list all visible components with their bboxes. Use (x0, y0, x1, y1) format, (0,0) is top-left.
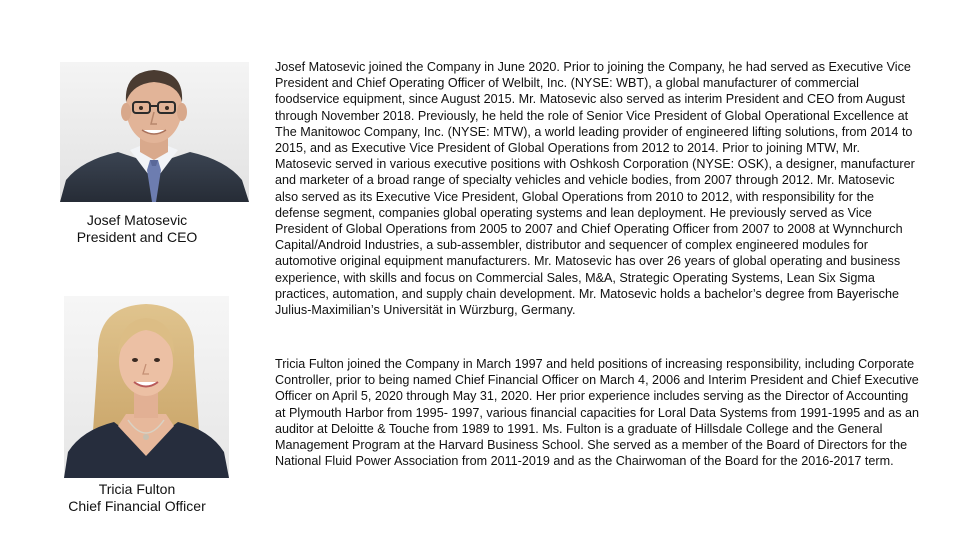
portrait-image (60, 62, 249, 202)
executive-name: Tricia Fulton (98, 481, 176, 497)
headshot-josef-matosevic (60, 62, 249, 202)
bio-josef-matosevic: Josef Matosevic joined the Company in June 2020. Prior to joining the Company, he had served as Executive Vice President and Chief Operating Officer of Welbilt, Inc. (NYSE: WBT), a global manufacturer of commercial foodservice equipment, since August 2015. Mr. Matosevic also served as interim President and CEO from August through November 2018. Previously, he held the role of Senior Vice President of Global Operational Excellence at The Manitowoc Company, Inc. (NYSE: MTW), a world leading provider of engineered lifting solutions, from 2014 to 2015, and as Executive Vice President of Global Operations from 2012 to 2014. Prior to joining MTW, Mr. Matosevic served in various executive positions with Oshkosh Corporation (NYSE: OSK), a designer, manufacturer and marketer of a broad range of specialty vehicles and vehicle bodies, from 2007 through 2012. Mr. Matosevic also served as its Executive Vice President, Global Operations from 2010 to 2012, with responsibility for the defense segment, companies global operating systems and lean deployment. He previously served as Vice President of Global Operations from 2005 to 2007 and Chief Operating Officer from 2007 to 2008 at Wynnchurch Capital/Android Industries, a sub-assembler, distributor and sequencer of complex engineered modules for automotive original equipment manufacturers. Mr. Matosevic has over 26 years of global operating and business experience, with skills and focus on Commercial Sales, M&A, Strategic Operating Systems, Lean Six Sigma practices, automation, and supply chain development. Mr. Matosevic holds a bachelor’s degree from Bayerische Julius-Maximilian’s Universität in Würzburg, Germany. (275, 60, 915, 318)
executive-title: Chief Financial Officer (68, 498, 206, 514)
headshot-tricia-fulton (64, 296, 229, 478)
portrait-image (64, 296, 229, 478)
executive-title: President and CEO (76, 229, 198, 245)
executive-name: Josef Matosevic (86, 212, 188, 228)
bio-tricia-fulton: Tricia Fulton joined the Company in March 1997 and held positions of increasing responsibility, including Corporate Controller, prior to being named Chief Financial Officer on March 4, 2006 and Interim President and Chief Executive Officer on April 5, 2020 through May 31, 2020. Her prior experience includes serving as the Director of Accounting at Plymouth Harbor from 1995- 1997, various financial capacities for Loral Data Systems from 1991-1995 and as an auditor at Deloitte & Touche from 1989 to 1991. Ms. Fulton is a graduate of Hillsdale College and the General Management Program at the Harvard Business School. She served as a member of the Board of Directors for the National Fluid Power Association from 2011-2019 and as the Chairwoman of the Board for the 2016-2017 term. (275, 357, 920, 469)
caption-josef-matosevic (47, 212, 227, 246)
caption-tricia-fulton (47, 481, 227, 515)
